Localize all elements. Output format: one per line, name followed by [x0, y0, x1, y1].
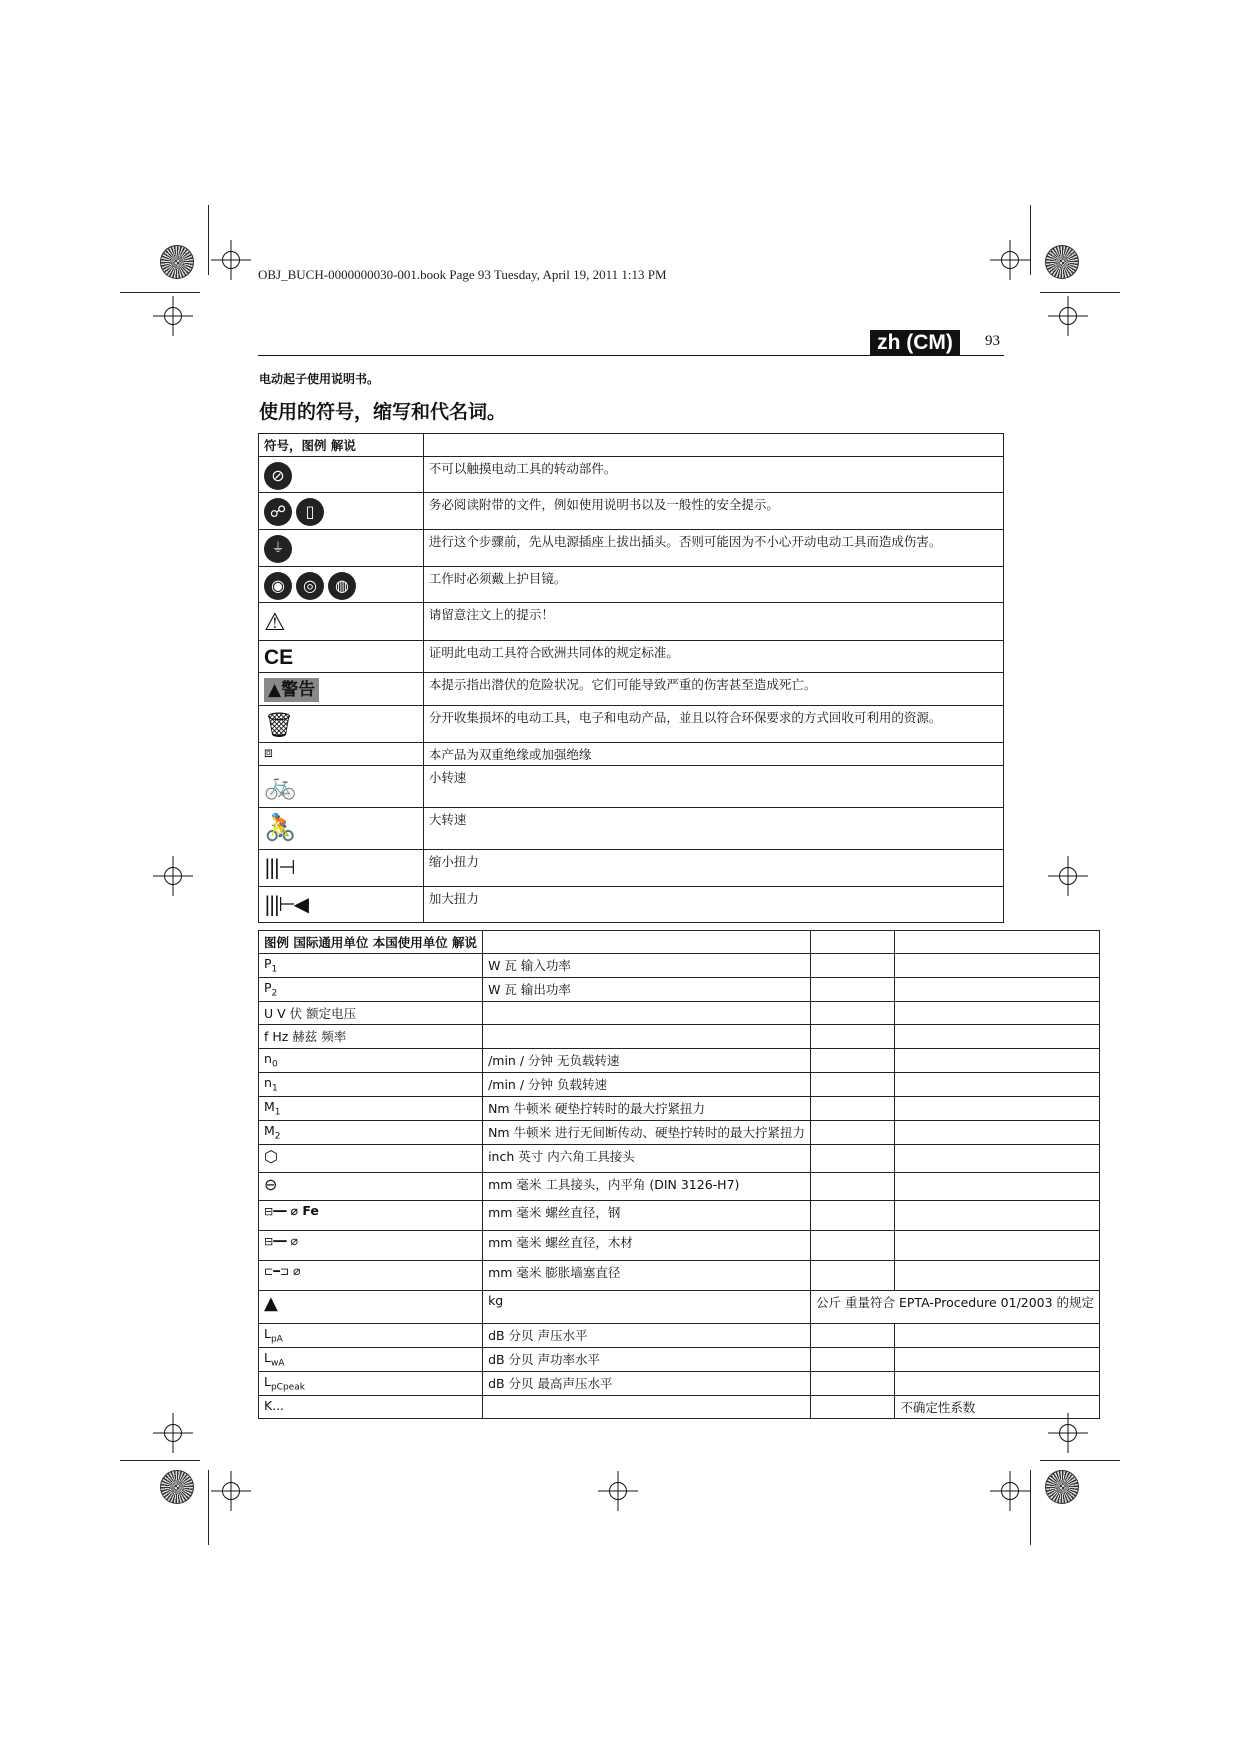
unit-description: mm 毫米 螺丝直径，木材 [483, 1230, 811, 1260]
symbol-description: 缩小扭力 [423, 850, 1003, 887]
registration-wheel-icon [1045, 1470, 1079, 1504]
wall-plug-icon: ⊏━⊐ ⌀ [259, 1260, 483, 1290]
unit-description: inch 英寸 内六角工具接头 [483, 1144, 811, 1172]
symbol-description: 进行这个步骤前，先从电源插座上拔出插头。否则可能因为不小心开动电动工具而造成伤害。 [423, 530, 1003, 567]
hex-socket-icon: ⬡ [259, 1144, 483, 1172]
unit-description: mm 毫米 膨胀墙塞直径 [483, 1260, 811, 1290]
unit-description: 公斤 重量符合 EPTA-Procedure 01/2003 的规定 [811, 1290, 1100, 1323]
unit-symbol: $n_0$ [259, 1049, 483, 1073]
screw-wood-icon: ⊟━━ ⌀ [259, 1230, 483, 1260]
symbol-description: 证明此电动工具符合欧洲共同体的规定标准。 [423, 641, 1003, 673]
recycle-bin-icon: 🗑 [264, 711, 295, 739]
crosshair-icon [1059, 1424, 1077, 1442]
high-torque-icon: |||⊢◀ [264, 892, 308, 916]
page-number: 93 [985, 333, 1000, 349]
unit-description: /min / 分钟 无负载转速 [483, 1049, 811, 1073]
unit-description: 不确定性系数 [895, 1395, 1100, 1418]
unit-symbol: $P_1$ [259, 954, 483, 978]
weight-icon: ▲ [259, 1290, 483, 1323]
language-badge: zh (CM) [870, 330, 960, 355]
crosshair-icon [222, 251, 240, 269]
unit-description: dB 分贝 声功率水平 [483, 1347, 811, 1371]
unit-symbol: $L_{wA}$ [259, 1347, 483, 1371]
symbol-description: 本提示指出潜伏的危险状况。它们可能导致严重的伤害甚至造成死亡。 [423, 673, 1003, 706]
unit-description: mm 毫米 螺丝直径，钢 [483, 1200, 811, 1230]
crosshair-icon [1059, 307, 1077, 325]
crosshair-icon [164, 307, 182, 325]
ear-protection-icon: ◎ [296, 572, 324, 600]
unit-symbol: U V 伏 额定电压 [259, 1002, 483, 1025]
crosshair-icon [1001, 251, 1019, 269]
manual-subtitle: 电动起子使用说明书。 [259, 372, 380, 386]
unit-description: dB 分贝 最高声压水平 [483, 1371, 811, 1395]
symbol-description: 大转速 [423, 808, 1003, 850]
header-rule [258, 355, 1004, 356]
double-insulation-icon: ⧈ [264, 745, 273, 761]
face-mask-icon: ◍ [328, 572, 356, 600]
unit-description: dB 分贝 声压水平 [483, 1323, 811, 1347]
units-table-header [259, 931, 483, 954]
units-table [258, 930, 1100, 1419]
unit-description: W 瓦 输出功率 [483, 978, 811, 1002]
unit-symbol: $L_{pA}$ [259, 1323, 483, 1347]
registration-wheel-icon [1045, 245, 1079, 279]
symbol-description: 本产品为双重绝缘或加强绝缘 [423, 743, 1003, 766]
crosshair-icon [222, 1482, 240, 1500]
danger-label-icon: ▲警告 [264, 678, 319, 702]
unit-symbol: $M_2$ [259, 1120, 483, 1144]
internal-flat-icon: ⊖ [259, 1172, 483, 1200]
symbol-description: 务必阅读附带的文件，例如使用说明书以及一般性的安全提示。 [423, 493, 1003, 530]
crosshair-icon [164, 867, 182, 885]
unit-description: W 瓦 输入功率 [483, 954, 811, 978]
low-torque-icon: |||⊣ [264, 855, 294, 879]
unit-description: Nm 牛顿米 进行无间断传动、硬垫拧转时的最大拧紧扭力 [483, 1120, 811, 1144]
danger-label-text: 警告 [281, 680, 316, 700]
symbol-description: 加大扭力 [423, 887, 1003, 923]
ce-mark-icon: CE [264, 646, 294, 669]
read-manual-icon: ☍ [264, 498, 292, 526]
crosshair-icon [1001, 1482, 1019, 1500]
crosshair-icon [164, 1424, 182, 1442]
book-icon: ▯ [296, 498, 324, 526]
symbols-table-header-empty [423, 434, 1003, 457]
slow-bike-icon: 🚲 [264, 771, 297, 801]
unit-symbol: $P_2$ [259, 978, 483, 1002]
unit-symbol: $n_1$ [259, 1072, 483, 1096]
unit-description: /min / 分钟 负载转速 [483, 1072, 811, 1096]
section-title: 使用的符号，缩写和代名词。 [259, 401, 507, 423]
registration-wheel-icon [160, 1470, 194, 1504]
crosshair-icon [609, 1482, 627, 1500]
fast-bike-icon: 🚴 [264, 813, 297, 843]
crosshair-icon [1059, 867, 1077, 885]
symbol-description: 请留意注文上的提示！ [423, 603, 1003, 641]
unplug-icon: ⏚ [264, 535, 292, 563]
unit-symbol: f Hz 赫兹 频率 [259, 1025, 483, 1049]
unit-description: kg [483, 1290, 811, 1323]
symbols-table [258, 433, 1004, 923]
unit-symbol: $L_{pCpeak}$ [259, 1371, 483, 1395]
unit-symbol: K... [259, 1395, 483, 1418]
no-touch-icon: ⊘ [264, 462, 292, 490]
symbol-description: 小转速 [423, 766, 1003, 808]
screw-steel-icon: ⊟━━ ⌀ Fe [259, 1200, 483, 1230]
file-info-line: OBJ_BUCH-0000000030-001.book Page 93 Tuesday, April 19, 2011 1:13 PM [258, 267, 667, 282]
unit-symbol: $M_1$ [259, 1096, 483, 1120]
eye-protection-icon: ◉ [264, 572, 292, 600]
symbol-description: 不可以触摸电动工具的转动部件。 [423, 457, 1003, 493]
symbol-description: 分开收集损坏的电动工具，电子和电动产品，並且以符合环保要求的方式回收可利用的资源。 [423, 706, 1003, 743]
unit-description: Nm 牛顿米 硬垫拧转时的最大拧紧扭力 [483, 1096, 811, 1120]
symbols-table-header: 符号，图例 解说 [259, 434, 424, 457]
symbol-description: 工作时必须戴上护目镜。 [423, 567, 1003, 603]
registration-wheel-icon [160, 245, 194, 279]
unit-description: mm 毫米 工具接头，内平角 (DIN 3126-H7) [483, 1172, 811, 1200]
warning-triangle-icon: ⚠ [264, 608, 286, 636]
units-header-text: 图例 国际通用单位 本国使用单位 解说 [264, 935, 478, 950]
